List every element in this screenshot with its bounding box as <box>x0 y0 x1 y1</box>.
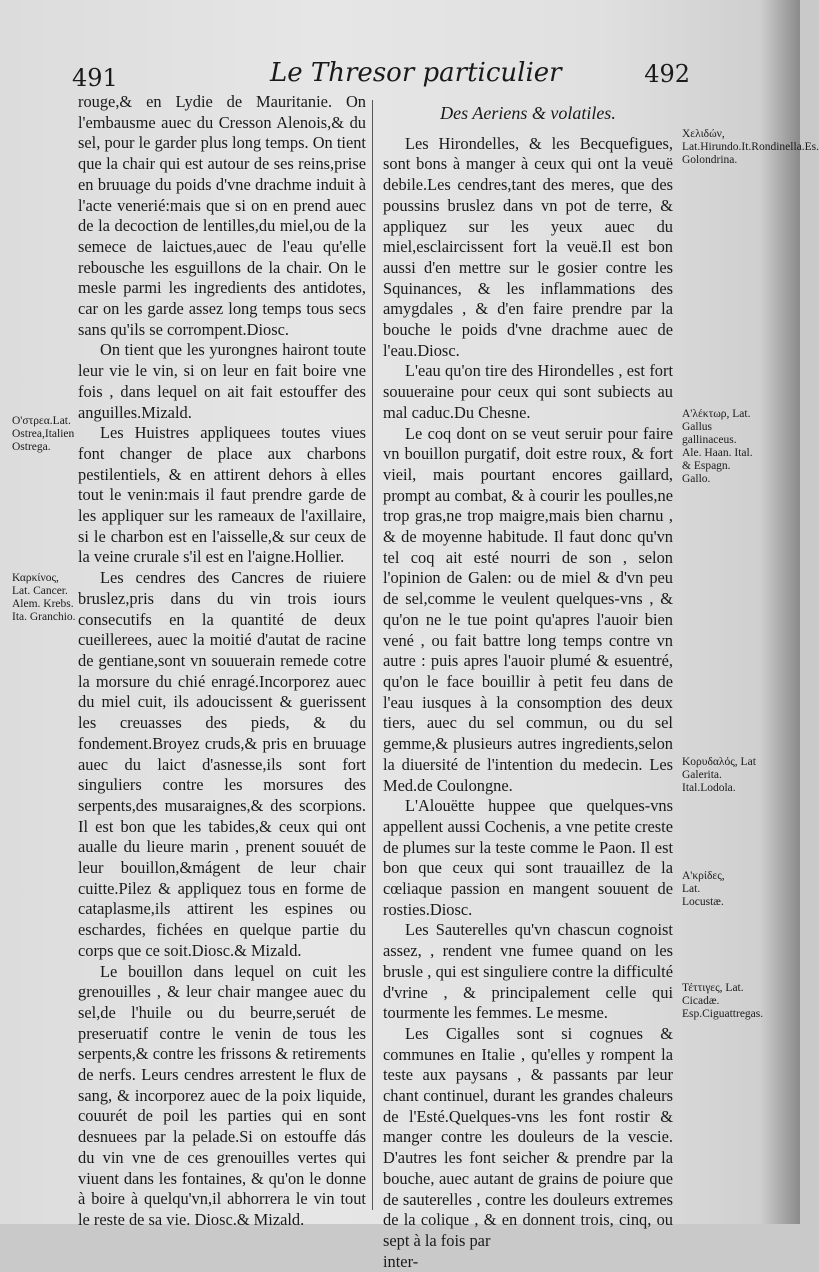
margin-note-lark: Κορυδαλός, Lat Galerita. Ital.Lodola. <box>682 756 756 794</box>
margin-note-cock: Α'λέκτωρ, Lat. Gallus gallinaceus. Ale. Haan. Ital. & Espagn. Gallo. <box>682 408 753 485</box>
paragraph-cicadas: Les Cigalles sont si cognues & communes en Italie , qu'elles y rompent la teste aux paysans , & passants par leur chant continuel, durant les grandes chaleurs de l'Esté.Quelques-vns les font rostir & manger contre les douleurs de la vescie. D'autres les font seicher & prendre par la bouche, auec autant de grains de poiure que de sauterelles , contre les douleurs extremes de la colique , & en donnent trois, cinq, ou sept à la fois par <box>383 1023 673 1250</box>
paragraph-swallow-water: L'eau qu'on tire des Hirondelles , est fort souueraine pour ceux qui sont subiects au mal caduc.Du Chesne. <box>383 361 673 422</box>
margin-note-swallow: Χελιδών, Lat.Hirundo.It.Rondinella.Es. Golondrina. <box>682 128 819 166</box>
left-column <box>78 92 366 1231</box>
margin-note-oyster: Ο'στρεα.Lat. Ostrea,Italien Ostrega. <box>12 415 75 453</box>
column-divider <box>372 100 373 1210</box>
paragraph-locusts: Les Sauterelles qu'vn chascun cognoist assez, , rendent vne fumee quand on les brusle , qui est singuliere contre la difficulté d'vrine , & principalement celle qui tourmente les femmes. Le mesme. <box>383 920 673 1023</box>
margin-note-crab: Καρκίνος, Lat. Cancer. Alem. Krebs. Ita. Granchio. <box>12 572 76 623</box>
paragraph-frogs: Le bouillon dans lequel on cuit les grenouilles , & leur chair mangee auec du sel,de l'huile ou du beurre,seruét de preseruatif contre le venin de tous les serpents,& contre les frissons & retirements de nerfs. Leurs cendres arrestent le flux de sang, & incorporez auec de la poix liquide, couurét de poil les parties qui en sont desnuees par la pelade.Si on estouffe dás du vin vne de ces grenouilles vertes qui viuent dans les fontaines, & qu'on le donne à boire à quelqu'vn,il abhorrera le vin tout le reste de sa vie. Diosc.& Mizald. <box>78 961 366 1229</box>
paragraph-oysters: Les Huistres appliquees toutes viues font changer de place aux charbons pestilentiels, & en attirent dehors à elles tout le venin:mais il faut prendre garde de les appliquer sur les rameaux de l'axillaire, si le charbon est en l'aisselle,& sur ceux de la veine crurale s'il est en l'aigne.Hollier. <box>78 423 366 567</box>
margin-note-locust: Α'κρίδες, Lat. Locustæ. <box>682 870 725 908</box>
paragraph-swallows: Les Hirondelles, & les Becquefigues, sont bons à manger à ceux qui ont la veuë debile.Les cendres,tant des meres, que des poussins bruslez dans vn pot de terre, & appliquez sur les yeux auec du miel,esclaircissent fort la veuë.Il est bon aussi d'en mettre sur le gosier contre les Squinances, & les inflammations des amygdales , & d'en faire prendre par la bouche le poids d'vne drachme auec de l'eau.Diosc. <box>383 133 673 360</box>
section-title: Des Aeriens & volatiles. <box>440 103 616 123</box>
page-number-right: 492 <box>644 60 690 88</box>
running-title: Le Thresor particulier <box>270 58 562 88</box>
page-number-left: 491 <box>72 64 118 92</box>
margin-note-cicada: Τέττιγες, Lat. Cicadæ. Esp.Ciguattregas. <box>682 982 764 1020</box>
catchword: inter- <box>383 1251 419 1271</box>
paragraph-cock: Le coq dont on se veut seruir pour faire vn bouillon purgatif, doit estre roux, & fort vieil, mais pourtant encores gaillard, prompt au combat, & à courir les poulles,ne trop gras,ne trop maigre,mais bien charnu , & de moyenne habitude. Il faut donc qu'vn tel coq ait esté nourri de son , selon l'opinion de Galen: ou de miel & d'vn peu de sel,comme le veulent quelques-vns , & qu'on ne le tue point qu'apres l'auoir bien vené , ou fait battre long temps contre vn autre : puis apres l'auoir plumé & esuentré, qu'on le face bouillir à petit feu dans de l'eau iusques à la consomption des deux tiers, auec du sel commun, ou du sel gemme,& plusieurs autres ingredients,selon la diuersité de l'intention du medecin. Les Med.de Coulongne. <box>383 423 673 795</box>
paragraph-crabs: Les cendres des Cancres de riuiere bruslez,pris dans du vin trois iours consecutifs en la quantité de deux cueillerees, auec la moitié d'autat de racine de gentiane,sont vn souuerain remede cotre la morsure du chié enragé.Incorporez auec du miel cuit, ils adoucissent & guerissent les creuasses des pieds, & du fondement.Broyez cruds,& pris en bruuage auec du laict d'asnesse,ils sont fort singuliers contre les morsures des serpents,des musaraignes,& des scorpions. Il est bon que les tabides,& ceux qui ont aualle du lieure marin , prenent souuét de leur bouillon,&mágent de leur chair cuitte.Pilez & appliquez tous en forme de cataplasme,ils attirent les espines ou eschardes, fichées en quelque partie du corps que ce soit.Diosc.& Mizald. <box>78 568 366 960</box>
paragraph-drunkards: On tient que les yurongnes hairont toute leur vie le vin, si on leur en fait boire vne fois , dans lequel on ait fait estouffer des anguilles.Mizald. <box>78 340 366 422</box>
paragraph-tortoise-continued: rouge,& en Lydie de Mauritanie. On l'embausme auec du Cresson Alenois,& du sel, pour le garder plus long temps. On tient que la chair qui est autour de ses reins,prise en bruuage du poids d'vne drachme induit à l'acte venerié:mais que si on en prend auec de la decoction de lentilles,du miel,ou de la semece de laictues,auec de l'eau qu'elle rebousche les esguillons de la chair. On le mesle parmi les ingredients des antidotes, car on les garde assez long temps tous secs sans qu'ils se corrompent.Diosc. <box>78 92 366 339</box>
paragraph-lark: L'Alouëtte huppee que quelques-vns appellent aussi Cochenis, a vne petite creste de plumes sur la teste comme le Paon. Il est bon que ceux qui sont trauaillez de la cœliaque passion en mangent souuent de rosties.Diosc. <box>383 796 673 919</box>
right-column <box>383 103 673 1272</box>
